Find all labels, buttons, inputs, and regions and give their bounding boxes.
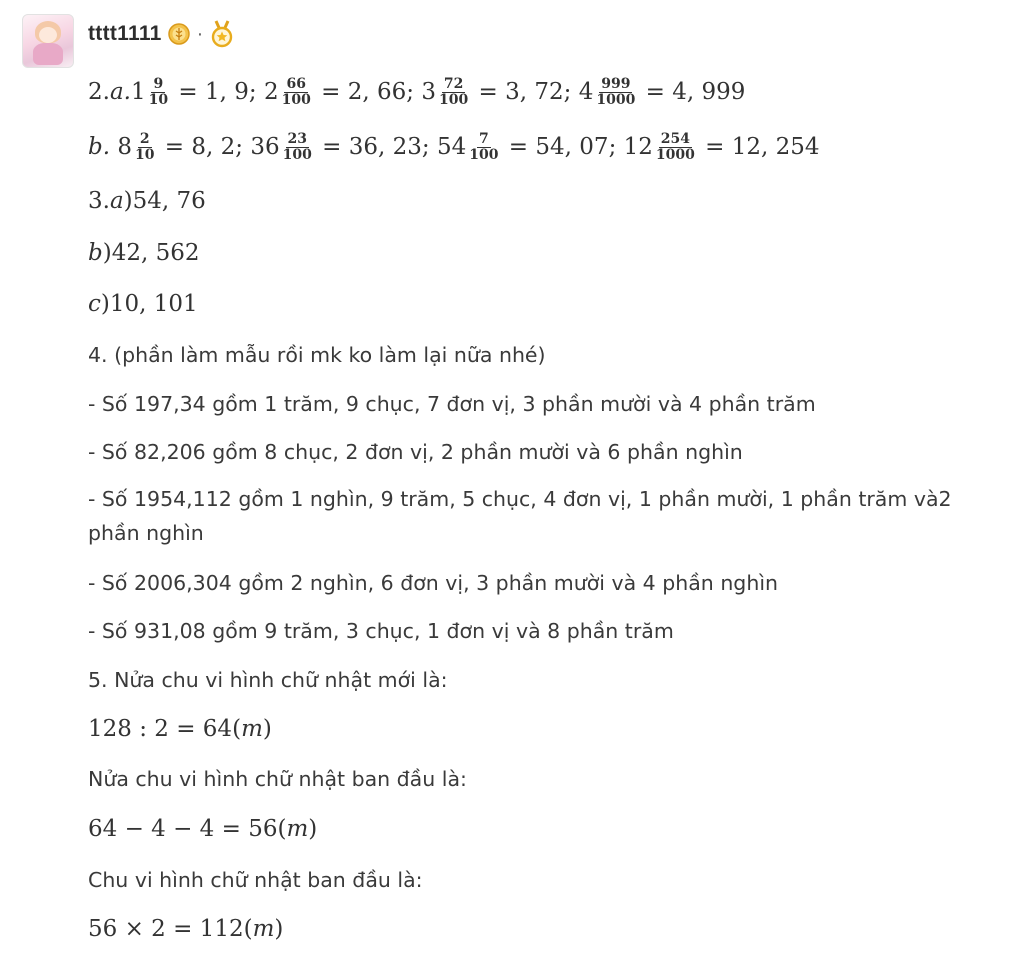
q5-step3-expression: 56 × 2 = 112 — [88, 916, 244, 942]
semicolon: ; — [421, 134, 437, 160]
q5-step1-expression: 128 : 2 = 64 — [88, 716, 233, 742]
q2a-item-1-fraction — [147, 77, 170, 107]
q2a-item-2-whole: 2 — [263, 79, 279, 105]
q2b-item-1-denominator: 10 — [135, 146, 155, 163]
equals-sign: = — [697, 134, 732, 160]
paren-open: ( — [232, 716, 242, 742]
q4-line-1: - Số 197,34 gồm 1 trăm, 9 chục, 7 đơn vị, 3 phần mười và 4 phần trăm — [88, 392, 816, 416]
q2b-item-2-whole: 36 — [250, 134, 280, 160]
q2a-item-3-numerator: 72 — [443, 75, 464, 92]
q4-line-5: - Số 931,08 gồm 9 trăm, 3 chục, 1 đơn vị và 8 phần trăm — [88, 619, 674, 643]
q2a-item-4-denominator: 1000 — [596, 91, 636, 108]
math-line-q3c — [88, 288, 198, 320]
q2a-item-1-whole: 1 — [130, 79, 146, 105]
q5-step1-unit: m — [241, 716, 263, 742]
q2b-item-3-numerator: 7 — [479, 130, 489, 147]
q2b-item-4-denominator: 1000 — [655, 146, 695, 163]
wheat-coin-badge-icon — [168, 23, 190, 45]
semicolon: ; — [563, 79, 579, 105]
paren-close: ) — [274, 916, 284, 942]
equals-sign: = — [501, 134, 536, 160]
math-line-q2b — [88, 127, 820, 167]
q2b-item-3-whole: 54 — [436, 134, 467, 160]
q5-step1-equation — [88, 712, 272, 746]
equals-sign: = — [471, 79, 506, 105]
equals-sign: = — [171, 79, 206, 105]
paren-open: ( — [277, 816, 287, 842]
q5-step2-text: Nửa chu vi hình chữ nhật ban đầu là: — [88, 767, 467, 791]
q5-step3-equation — [88, 912, 283, 946]
math-line-q2a — [88, 72, 745, 112]
q5-step3-unit: m — [252, 916, 275, 942]
author-name[interactable]: tttt1111 — [88, 22, 162, 45]
q2b-item-4-whole: 12 — [623, 134, 653, 160]
q5-step2-unit: m — [286, 816, 309, 842]
q2b-item-4-fraction — [654, 132, 697, 162]
semicolon: ; — [406, 79, 422, 105]
q4-line-3: - Số 1954,112 gồm 1 nghìn, 9 trăm, 5 chục, 4 đơn vị, 1 phần mười, 1 phần trăm và2 phần nghìn — [88, 487, 952, 545]
q5-step2-expression: 64 − 4 − 4 = 56 — [88, 816, 278, 842]
q3a-label: a — [109, 188, 124, 214]
q2a-item-4-fraction — [594, 77, 637, 107]
q5-step3-text: Chu vi hình chữ nhật ban đầu là: — [88, 868, 423, 892]
q2b-item-3-denominator: 100 — [469, 146, 499, 163]
equals-sign: = — [314, 134, 349, 160]
q2a-item-2-numerator: 66 — [286, 75, 306, 92]
paren-close: ) — [308, 816, 318, 842]
q4-line-2: - Số 82,206 gồm 8 chục, 2 đơn vị, 2 phần mười và 6 phần nghìn — [88, 440, 743, 464]
q2b-item-2-numerator: 23 — [287, 130, 307, 147]
q3b-value: )42, 562 — [102, 240, 200, 266]
q2b-label: b. — [88, 134, 111, 160]
q4-line-4: - Số 2006,304 gồm 2 nghìn, 6 đơn vị, 3 phần mười và 4 phần nghìn — [88, 571, 779, 595]
paren-close: ) — [262, 716, 272, 742]
equals-sign: = — [157, 134, 192, 160]
separator-dot: · — [196, 23, 204, 45]
semicolon: ; — [235, 134, 251, 160]
q2b-item-4-numerator: 254 — [660, 130, 690, 147]
q2a-prefix: 2. — [88, 79, 110, 105]
q5-step1-text: 5. Nửa chu vi hình chữ nhật mới là: — [88, 668, 448, 692]
avatar-face — [39, 27, 57, 43]
q2b-item-3-result: 54, 07 — [535, 134, 609, 160]
q5-step2-equation — [88, 812, 317, 846]
semicolon: ; — [608, 134, 624, 160]
q2b-item-2-fraction — [281, 132, 314, 162]
q2a-item-2-denominator: 100 — [281, 91, 311, 108]
q2b-item-2-denominator: 100 — [282, 146, 312, 163]
gold-medal-icon — [210, 20, 234, 48]
math-line-q3a — [88, 185, 206, 217]
q2a-item-1-denominator: 10 — [148, 91, 169, 108]
q2a-item-3-whole: 3 — [421, 79, 436, 105]
q2a-item-3-result: 3, 72 — [505, 79, 564, 105]
q2a-item-4-result: 4, 999 — [672, 79, 746, 105]
q2b-item-1-whole: 8 — [117, 134, 132, 160]
q2a-item-3-denominator: 100 — [438, 91, 469, 108]
q3a-value: )54, 76 — [123, 188, 206, 214]
q2b-item-3-fraction — [467, 132, 500, 162]
q4-intro: 4. (phần làm mẫu rồi mk ko làm lại nữa nhé) — [88, 343, 546, 367]
q2b-item-2-result: 36, 23 — [348, 134, 422, 160]
equals-sign: = — [313, 79, 348, 105]
post-header — [88, 20, 234, 48]
avatar[interactable] — [22, 14, 74, 68]
q2b-item-1-numerator: 2 — [139, 130, 150, 147]
q2a-item-2-result: 2, 66 — [347, 79, 407, 105]
semicolon: ; — [248, 79, 264, 105]
math-line-q3b — [88, 237, 200, 269]
q2a-item-3-fraction — [437, 77, 470, 107]
q2a-item-1-result: 1, 9 — [205, 79, 249, 105]
q2a-item-2-fraction — [280, 77, 313, 107]
q2b-item-1-fraction — [133, 132, 156, 162]
q3b-label: b — [88, 240, 103, 266]
q2a-item-4-numerator: 999 — [601, 75, 631, 92]
q2b-item-4-result: 12, 254 — [731, 134, 820, 160]
q2b-item-1-result: 8, 2 — [191, 134, 236, 160]
q3c-value: )10, 101 — [100, 291, 198, 317]
avatar-dress — [33, 43, 63, 65]
q3-prefix: 3. — [88, 188, 110, 214]
paren-open: ( — [243, 916, 253, 942]
q2a-item-4-whole: 4 — [578, 79, 594, 105]
q2a-item-1-numerator: 9 — [153, 75, 164, 92]
q3c-label: c — [88, 291, 101, 317]
q2a-label: a. — [109, 79, 131, 105]
equals-sign: = — [638, 79, 673, 105]
